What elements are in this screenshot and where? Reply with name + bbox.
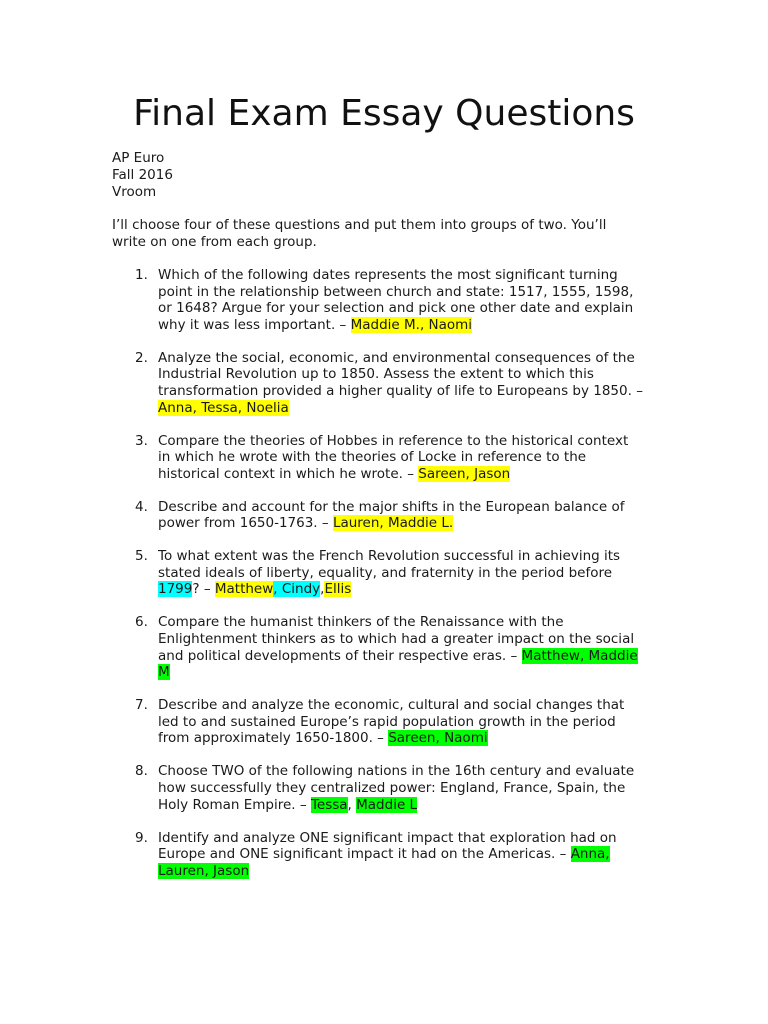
- assigned-students: Sareen, Jason: [418, 465, 511, 482]
- question-number: 4.: [135, 498, 148, 515]
- term: Fall 2016: [112, 167, 173, 183]
- question-text: from approximately 1650-1800. –: [158, 730, 389, 747]
- question-line: led to and sustained Europe’s rapid population growth in the period: [158, 713, 616, 730]
- question-text: why it was less important. –: [158, 316, 351, 333]
- page-title: Final Exam Essay Questions: [133, 93, 635, 134]
- question-text: Holy Roman Empire. –: [158, 796, 311, 813]
- question-line: [158, 846, 672, 863]
- assigned-students: Anna, Tessa, Noelia: [158, 399, 289, 416]
- question-item: [112, 763, 672, 813]
- question-line: Choose TWO of the following nations in the 16th century and evaluate: [158, 763, 635, 780]
- course-name: AP Euro: [112, 150, 165, 166]
- question-line: stated ideals of liberty, equality, and fraternity in the period before: [158, 564, 613, 581]
- question-line: in which he wrote with the theories of Locke in reference to the: [158, 449, 587, 466]
- question-number: 8.: [135, 763, 148, 780]
- assigned-students: Anna,: [570, 846, 610, 863]
- question-line: transformation provided a higher quality of life to Europeans by 1850. –: [158, 382, 643, 399]
- question-text: power from 1650-1763. –: [158, 515, 333, 532]
- assigned-student: , Cindy: [273, 581, 321, 598]
- question-number: 2.: [135, 349, 148, 366]
- question-item: [112, 433, 672, 483]
- question-line: point in the relationship between church and state: 1517, 1555, 1598,: [158, 283, 634, 300]
- question-line: Compare the theories of Hobbes in reference to the historical context: [158, 432, 629, 449]
- question-line: [158, 400, 672, 417]
- question-line: Describe and analyze the economic, cultural and social changes that: [158, 697, 625, 714]
- separator: ,: [347, 796, 357, 813]
- question-line: [158, 730, 672, 747]
- intro-line: I’ll choose four of these questions and put them into groups of two. You’ll: [112, 217, 607, 233]
- assigned-students: Maddie M., Naomi: [350, 316, 473, 333]
- question-line: Compare the humanist thinkers of the Renaissance with the: [158, 614, 564, 631]
- question-number: 5.: [135, 548, 148, 565]
- assigned-students: Lauren, Maddie L.: [332, 515, 454, 532]
- question-line: To what extent was the French Revolution successful in achieving its: [158, 548, 621, 565]
- question-text: ? –: [192, 581, 215, 598]
- assigned-students: M: [158, 664, 170, 681]
- question-line: [158, 797, 672, 814]
- question-line: [158, 648, 672, 665]
- intro-line: write on one from each group.: [112, 234, 317, 250]
- question-line: [158, 863, 672, 880]
- question-number: 7.: [135, 697, 148, 714]
- question-line: or 1648? Argue for your selection and pick one other date and explain: [158, 300, 634, 317]
- question-line: Enlightenment thinkers as to which had a greater impact on the social: [158, 631, 635, 648]
- question-number: 1.: [135, 267, 148, 283]
- question-text: and political developments of their respective eras. –: [158, 647, 522, 664]
- question-item: [112, 350, 672, 416]
- question-list: [112, 267, 672, 896]
- question-text: historical context in which he wrote. –: [158, 465, 419, 482]
- question-number: 6.: [135, 614, 148, 631]
- assigned-student: Ellis: [324, 581, 352, 598]
- highlighted-year: 1799: [158, 581, 193, 598]
- assigned-students: Sareen, Naomi: [388, 730, 488, 747]
- question-line: [158, 515, 672, 532]
- question-item: [112, 267, 672, 333]
- assigned-students: Lauren, Jason: [158, 862, 250, 879]
- question-number: 9.: [135, 829, 148, 846]
- question-line: [158, 317, 672, 334]
- question-line: [158, 466, 672, 483]
- question-line: [158, 581, 672, 598]
- question-item: [112, 830, 672, 880]
- question-item: [112, 697, 672, 747]
- question-line: Which of the following dates represents the most significant turning: [158, 267, 618, 283]
- question-text: Europe and ONE significant impact it had on the Americas. –: [158, 846, 571, 863]
- question-line: Analyze the social, economic, and environmental consequences of the: [158, 349, 635, 366]
- document-meta: [112, 150, 173, 201]
- separator: ,: [320, 581, 325, 598]
- question-number: 3.: [135, 432, 148, 449]
- question-line: [158, 664, 672, 681]
- question-line: Identify and analyze ONE significant impact that exploration had on: [158, 829, 617, 846]
- intro-paragraph: [112, 217, 632, 251]
- assigned-student: Matthew: [214, 581, 274, 598]
- question-item: [112, 548, 672, 598]
- question-item: [112, 499, 672, 532]
- question-line: Describe and account for the major shifts in the European balance of: [158, 498, 625, 515]
- teacher-name: Vroom: [112, 184, 157, 200]
- assigned-students: Matthew, Maddie: [521, 647, 638, 664]
- question-item: [112, 614, 672, 680]
- question-line: how successfully they centralized power: England, France, Spain, the: [158, 779, 626, 796]
- assigned-student: Tessa: [310, 796, 348, 813]
- assigned-student: Maddie L: [356, 796, 418, 813]
- question-line: Industrial Revolution up to 1850. Assess the extent to which this: [158, 366, 594, 383]
